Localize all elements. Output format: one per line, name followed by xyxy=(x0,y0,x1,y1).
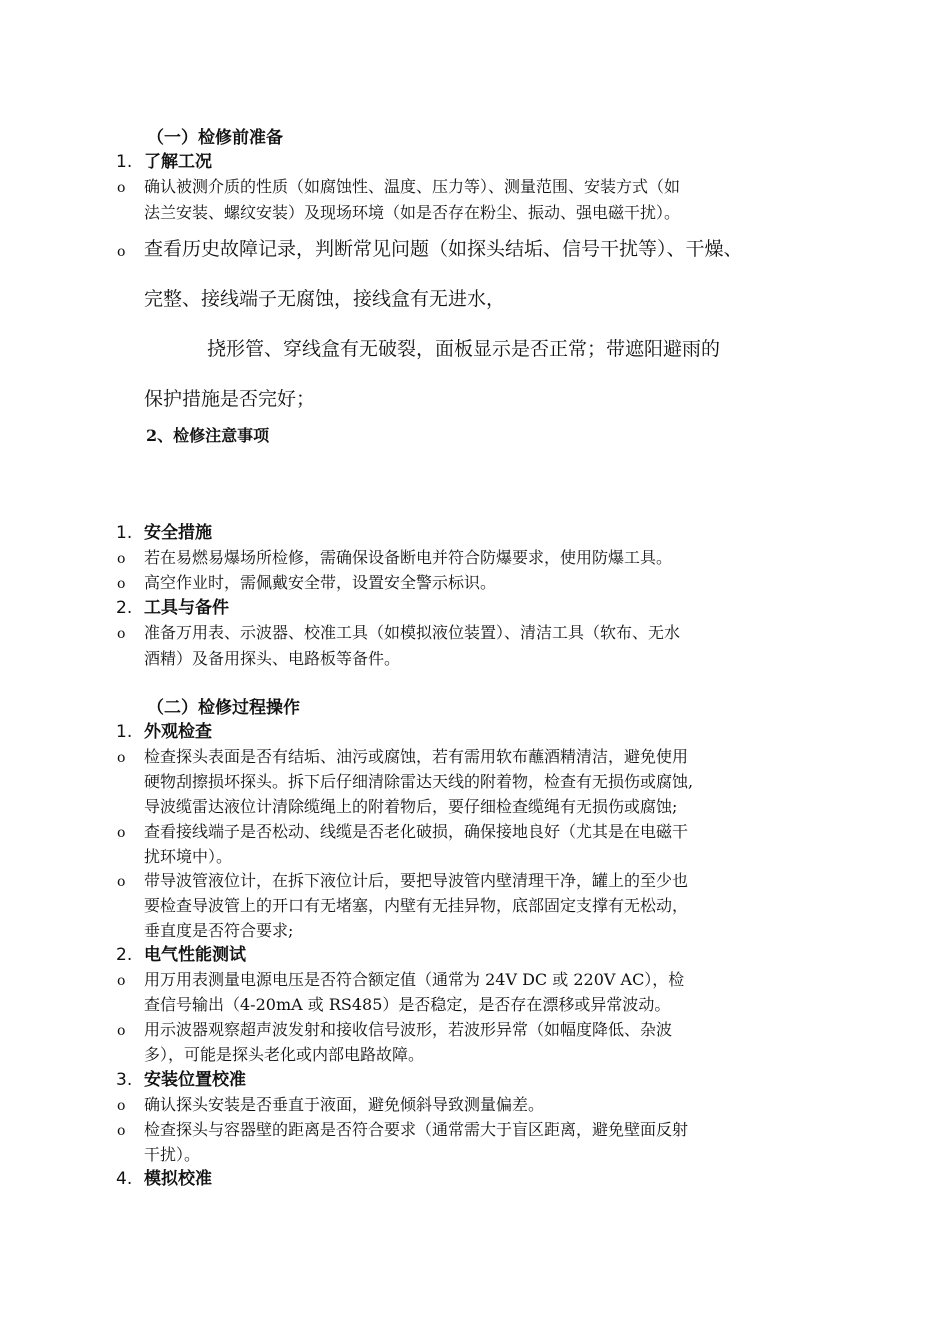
bullet-text: 检查探头表面是否有结垢、油污或腐蚀，若有需用软布蘸酒精清洁，避免使用 xyxy=(144,747,689,766)
bullet-text: 确认探头安装是否垂直于液面，避免倾斜导致测量偏差。 xyxy=(144,1095,545,1114)
bullet-marker: o xyxy=(117,825,126,841)
list-label-simulation: 模拟校准 xyxy=(144,1169,212,1189)
bullet-text: 若在易燃易爆场所检修，需确保设备断电并符合防爆要求，使用防爆工具。 xyxy=(144,548,673,567)
bullet-text: 硬物刮擦损坏探头。拆下后仔细清除雷达天线的附着物，检查有无损伤或腐蚀, xyxy=(144,772,694,791)
list-label-appearance: 外观检查 xyxy=(144,722,212,742)
bullet-marker: o xyxy=(117,1023,126,1039)
bullet-text: 用万用表测量电源电压是否符合额定值（通常为 24V DC 或 220V AC），检 xyxy=(144,970,685,989)
bullet-text: 确认被测介质的性质（如腐蚀性、温度、压力等）、测量范围、安装方式（如 xyxy=(144,177,681,196)
bullet-text: 扰环境中）。 xyxy=(144,847,233,866)
list-label-electrical: 电气性能测试 xyxy=(144,945,246,965)
bullet-text: 要检查导波管上的开口有无堵塞，内壁有无挂异物，底部固定支撑有无松动， xyxy=(144,896,689,915)
bullet-marker: o xyxy=(117,180,126,196)
bullet-marker: o xyxy=(117,626,126,642)
list-number: 2. xyxy=(116,598,133,618)
bullet-marker: o xyxy=(117,1123,126,1139)
list-number: 1. xyxy=(116,722,133,742)
list-number: 2. xyxy=(116,945,133,965)
list-label-tools: 工具与备件 xyxy=(144,598,229,618)
subheading-precautions: 2、检修注意事项 xyxy=(146,426,270,445)
bullet-marker: o xyxy=(117,1098,126,1114)
bullet-text: 高空作业时，需佩戴安全带，设置安全警示标识。 xyxy=(144,573,497,592)
bullet-text: 带导波管液位计，在拆下液位计后，要把导波管内壁清理干净，罐上的至少也 xyxy=(144,871,689,890)
bullet-marker: o xyxy=(117,244,126,260)
section-heading-1: （一）检修前准备 xyxy=(147,128,283,148)
list-label-safety: 安全措施 xyxy=(144,523,212,543)
bullet-text: 查信号输出（4-20mA 或 RS485）是否稳定，是否存在漂移或异常波动。 xyxy=(144,995,671,1014)
list-label-install: 安装位置校准 xyxy=(144,1070,246,1090)
bullet-text: 干扰）。 xyxy=(144,1145,201,1164)
bullet-text: 垂直度是否符合要求; xyxy=(144,921,294,940)
bullet-marker: o xyxy=(117,750,126,766)
section-heading-2: （二）检修过程操作 xyxy=(147,698,300,718)
bullet-text: 用示波器观察超声波发射和接收信号波形，若波形异常（如幅度降低、杂波 xyxy=(144,1020,673,1039)
bullet-text: 导波缆雷达液位计清除缆绳上的附着物后，要仔细检查缆绳有无损伤或腐蚀; xyxy=(144,797,678,816)
bullet-text: 查看历史故障记录，判断常见问题（如探头结垢、信号干扰等）、干燥、 xyxy=(144,238,743,260)
bullet-text: 法兰安装、螺纹安装）及现场环境（如是否存在粉尘、振动、强电磁干扰）。 xyxy=(144,203,681,222)
bullet-text: 酒精）及备用探头、电路板等备件。 xyxy=(144,649,401,668)
bullet-text: 完整、接线端子无腐蚀，接线盒有无进水， xyxy=(144,288,506,310)
list-number: 4. xyxy=(116,1169,133,1189)
list-number: 1. xyxy=(116,523,133,543)
bullet-text: 挠形管、穿线盒有无破裂，面板显示是否正常；带遮阳避雨的 xyxy=(207,338,721,360)
list-label-understand-conditions: 了解工况 xyxy=(144,152,212,172)
bullet-text: 保护措施是否完好； xyxy=(144,388,316,410)
bullet-marker: o xyxy=(117,973,126,989)
bullet-text: 查看接线端子是否松动、线缆是否老化破损，确保接地良好（尤其是在电磁干 xyxy=(144,822,689,841)
bullet-text: 多），可能是探头老化或内部电路故障。 xyxy=(144,1045,425,1064)
bullet-text: 检查探头与容器壁的距离是否符合要求（通常需大于盲区距离，避免壁面反射 xyxy=(144,1120,689,1139)
bullet-marker: o xyxy=(117,551,126,567)
list-number: 1. xyxy=(116,152,133,172)
list-number: 3. xyxy=(116,1070,133,1090)
bullet-marker: o xyxy=(117,576,126,592)
bullet-marker: o xyxy=(117,874,126,890)
bullet-text: 准备万用表、示波器、校准工具（如模拟液位装置）、清洁工具（软布、无水 xyxy=(144,623,681,642)
